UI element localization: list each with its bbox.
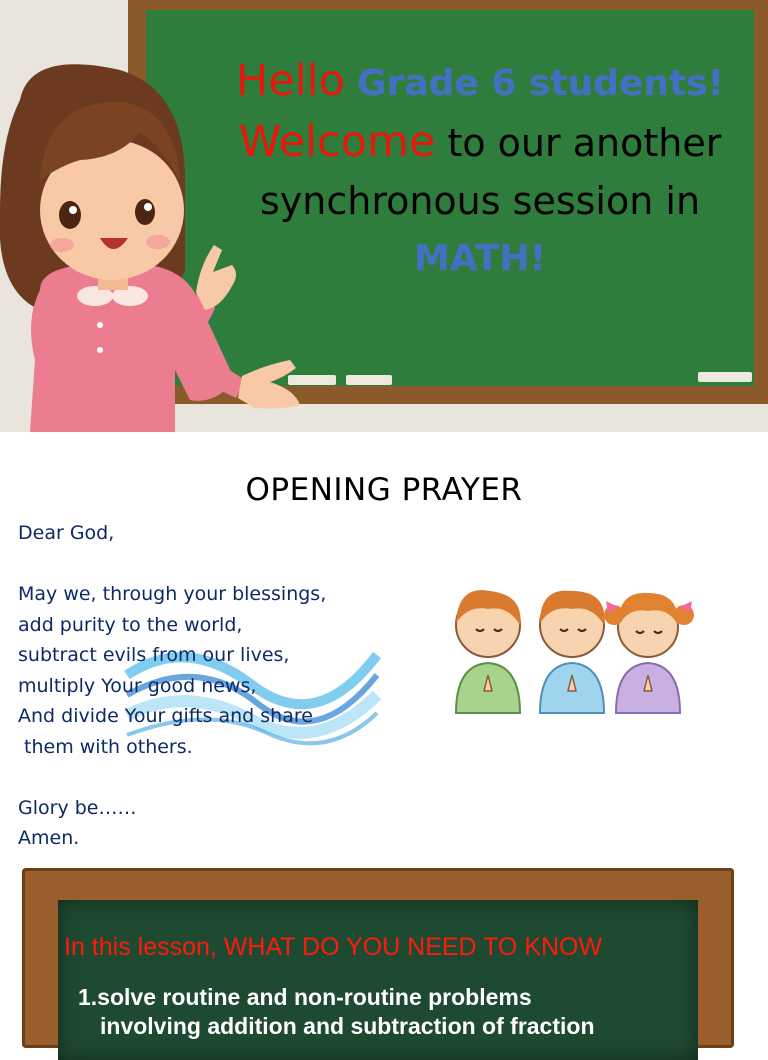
prayer-line: May we, through your blessings, xyxy=(18,583,327,605)
praying-children-illustration xyxy=(448,585,708,715)
chalk-piece xyxy=(346,375,392,385)
prayer-title: OPENING PRAYER xyxy=(245,472,523,508)
welcome-word: Welcome xyxy=(238,117,436,167)
prayer-line xyxy=(18,549,398,580)
prayer-line: them with others. xyxy=(18,735,193,758)
objective-line: 1.solve routine and non-routine problems xyxy=(78,984,532,1010)
prayer-line: multiply Your good news, xyxy=(18,674,257,697)
hello-word: Hello xyxy=(235,56,345,106)
prayer-line: And divide Your gifts and share xyxy=(18,705,313,727)
lesson-objectives-slide xyxy=(0,864,768,1039)
prayer-line: Glory be…… xyxy=(18,796,137,819)
subject-name: MATH! xyxy=(414,238,546,279)
welcome-rest: to our another xyxy=(447,121,722,165)
prayer-line xyxy=(18,762,398,793)
session-line: synchronous session in xyxy=(259,179,701,223)
objective-line: involving addition and subtraction of fraction xyxy=(100,1013,595,1039)
teacher-illustration xyxy=(0,60,310,432)
lesson-objective-item xyxy=(78,983,718,1041)
prayer-line: add purity to the world, xyxy=(18,613,243,636)
prayer-slide xyxy=(0,432,768,864)
prayer-line: Amen. xyxy=(18,827,80,849)
eraser xyxy=(698,372,752,382)
welcome-slide xyxy=(0,0,768,432)
greeting-audience: Grade 6 students! xyxy=(357,63,725,104)
prayer-line: subtract evils from our lives, xyxy=(18,644,290,666)
lesson-title: In this lesson, WHAT DO YOU NEED TO KNOW xyxy=(64,933,603,961)
prayer-line: Dear God, xyxy=(18,522,115,544)
prayer-text xyxy=(18,518,398,854)
